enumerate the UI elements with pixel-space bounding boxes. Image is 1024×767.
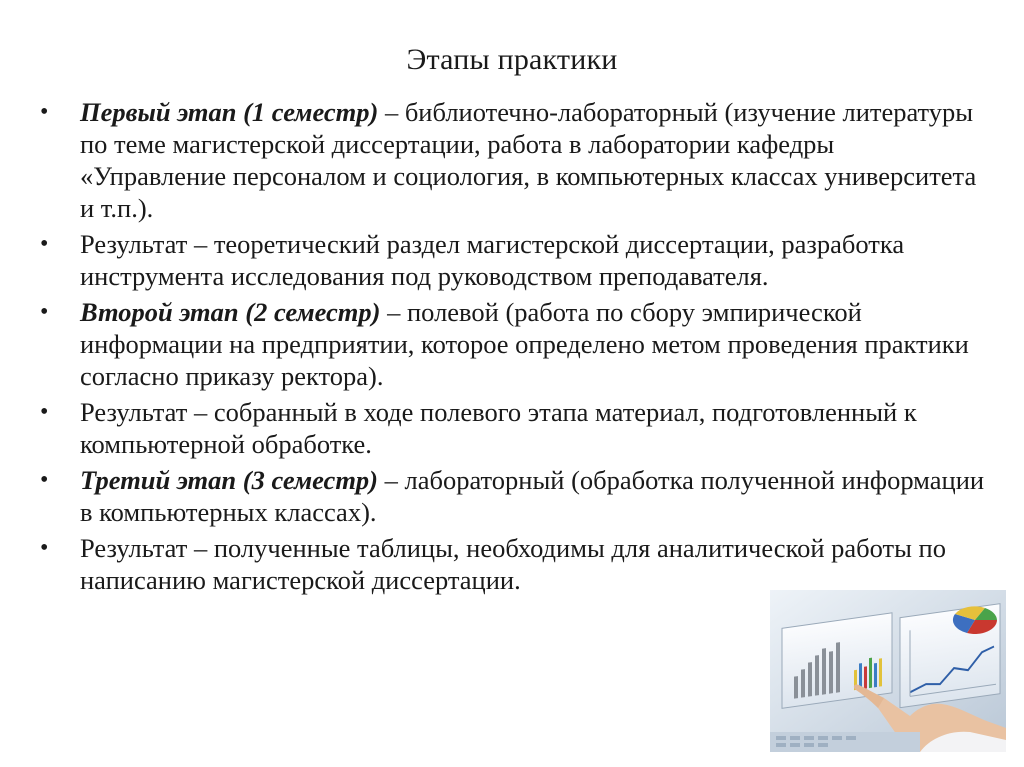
bullet-dot: • [40, 299, 49, 325]
bullet-text: Результат – собранный в ходе полевого этапа материал, подготовленный к компьютерной обработке. [80, 397, 917, 459]
bullet-text: – полевой (работа по сбору эмпирической информации на предприятии, которое определено метом проведения практики согласно приказу ректора). [80, 297, 969, 391]
bullet-item [36, 464, 986, 528]
bullet-text: Результат – теоретический раздел магистерской диссертации, разработка инструмента исследования под руководством преподавателя. [80, 229, 905, 291]
bullet-list [36, 96, 986, 600]
slide-title: Этапы практики [406, 43, 618, 76]
charts-on-screen-photo [770, 590, 1006, 752]
bullet-item [36, 228, 986, 292]
bullet-text: Результат – полученные таблицы, необходимы для аналитической работы по написанию магистерской диссертации. [80, 533, 946, 595]
bullet-item [36, 396, 986, 460]
bullet-item [36, 296, 986, 392]
bullet-emphasis: Третий этап (3 семестр) [80, 465, 379, 495]
bullet-item [36, 96, 986, 224]
photo-illustration [770, 590, 1006, 752]
bullet-dot: • [40, 99, 49, 125]
bullet-emphasis: Первый этап (1 семестр) [80, 97, 379, 127]
bullet-dot: • [40, 467, 49, 493]
bullet-dot: • [40, 399, 49, 425]
bullet-text: – библиотечно-лабораторный (изучение литературы по теме магистерской диссертации, работа в лаборатории кафедры «Управление персоналом и социология, в компьютерных классах университета и т.п.). [80, 97, 977, 223]
bullet-dot: • [40, 535, 49, 561]
bullet-emphasis: Второй этап (2 семестр) [80, 297, 381, 327]
bullet-item [36, 532, 986, 596]
bullet-text: – лабораторный (обработка полученной информации в компьютерных классах). [80, 465, 985, 527]
bullet-dot: • [40, 231, 49, 257]
